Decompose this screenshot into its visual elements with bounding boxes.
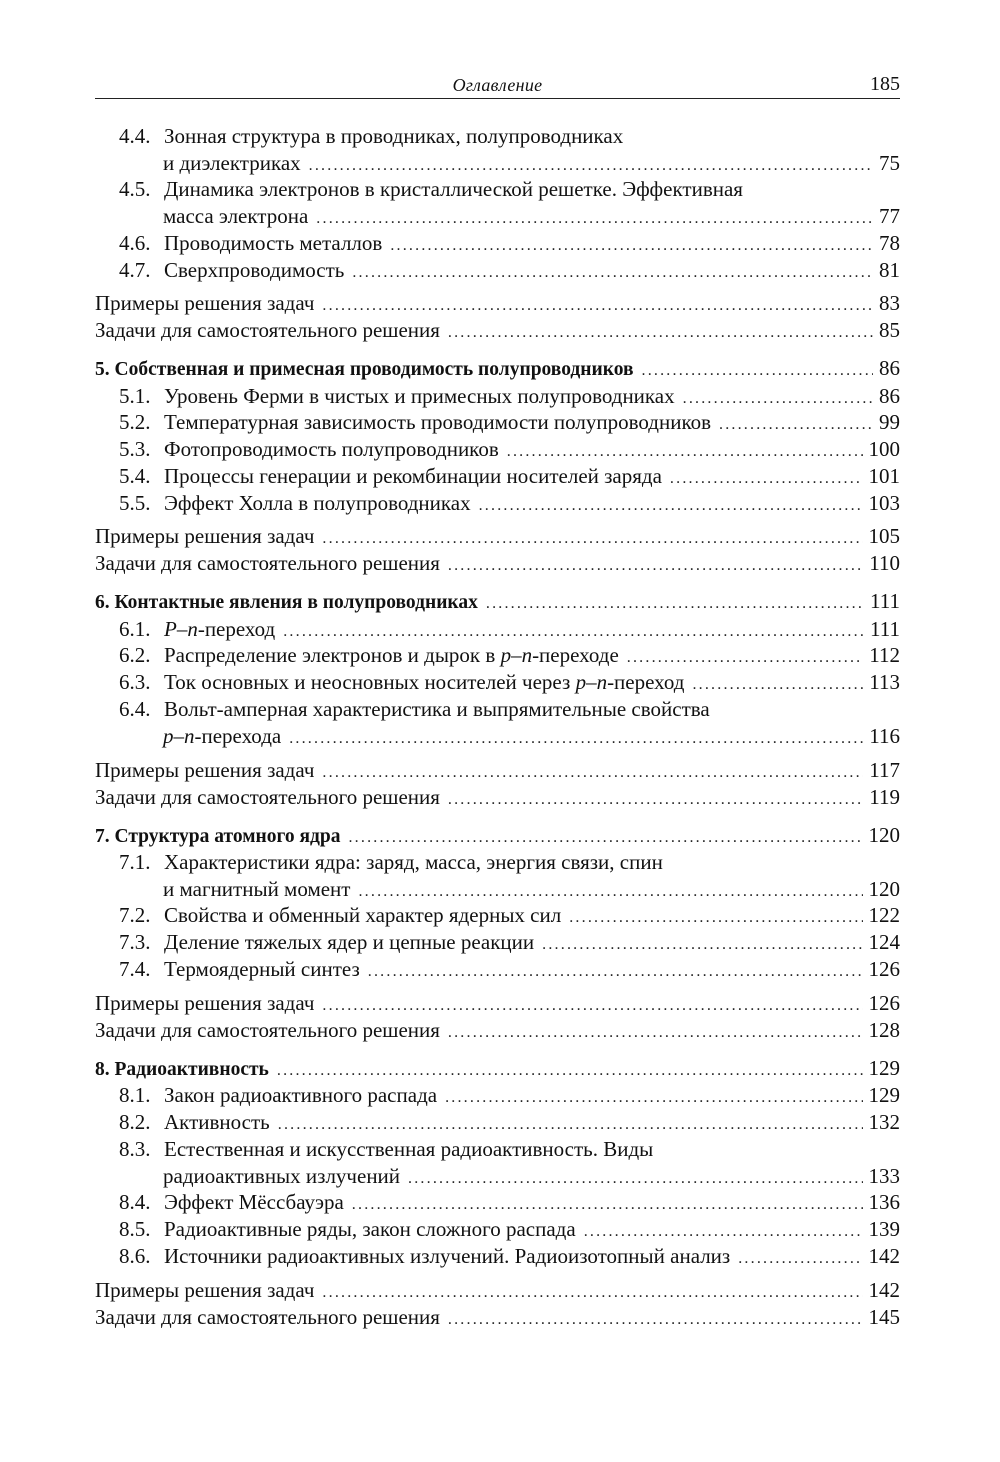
- entry-page-number: 86: [879, 384, 900, 408]
- entry-title: Фотопроводимость полупроводников: [164, 437, 499, 461]
- toc-chapter-row: [95, 354, 900, 382]
- entry-title: Процессы генерации и рекомбинации носителей заряда: [164, 464, 662, 488]
- entry-title: Задачи для самостоятельного решения: [95, 318, 440, 342]
- toc-row: [95, 549, 900, 577]
- entry-page-number: 75: [879, 151, 900, 175]
- entry-page-number: 133: [868, 1164, 900, 1188]
- entry-title: Задачи для самостоятельного решения: [95, 785, 440, 809]
- entry-title: и диэлектриках: [163, 151, 301, 175]
- entry-page-number: 142: [868, 1278, 900, 1302]
- entry-title: и магнитный момент: [163, 877, 351, 901]
- entry-title: Свойства и обменный характер ядерных сил: [164, 903, 562, 927]
- dot-leader: [448, 1019, 863, 1047]
- entry-page-number: 136: [868, 1190, 900, 1214]
- section-number: 8.5.: [119, 1217, 151, 1241]
- entry-page-number: 128: [868, 1018, 900, 1042]
- entry-page-number: 145: [868, 1305, 900, 1329]
- toc-chapter-row: [95, 1054, 900, 1082]
- toc-row: [119, 695, 710, 723]
- toc-row: [163, 202, 900, 230]
- entry-page-number: 129: [868, 1083, 900, 1107]
- entry-page-number: 116: [869, 724, 900, 748]
- dot-leader: [448, 319, 873, 347]
- section-number: 7.3.: [119, 930, 151, 954]
- entry-title: Распределение электронов и дырок в p–n-переходе: [164, 643, 619, 667]
- section-number: 6.2.: [119, 643, 151, 667]
- entry-title: Сверхпроводимость: [164, 258, 345, 282]
- entry-title: Источники радиоактивных излучений. Радиоизотопный анализ: [164, 1244, 731, 1268]
- toc-row: [119, 435, 900, 463]
- toc-row: [95, 783, 900, 811]
- entry-title: 7. Структура атомного ядра: [95, 826, 341, 847]
- entry-page-number: 99: [879, 410, 900, 434]
- entry-page-number: 77: [879, 204, 900, 228]
- section-number: 4.5.: [119, 177, 151, 201]
- entry-page-number: 100: [868, 437, 900, 461]
- entry-title: Примеры решения задач: [95, 758, 315, 782]
- toc-row: [119, 462, 900, 490]
- entry-title: масса электрона: [163, 204, 309, 228]
- section-number: 8.4.: [119, 1190, 151, 1214]
- section-number: 7.4.: [119, 957, 151, 981]
- entry-title: радиоактивных излучений: [163, 1164, 401, 1188]
- toc-row: [95, 289, 900, 317]
- entry-title: Задачи для самостоятельного решения: [95, 551, 440, 575]
- toc-row: [119, 256, 900, 284]
- section-number: 8.6.: [119, 1244, 151, 1268]
- toc-row: [119, 175, 743, 203]
- section-number: 5.2.: [119, 410, 151, 434]
- entry-title: Примеры решения задач: [95, 991, 315, 1015]
- entry-title: Уровень Ферми в чистых и примесных полупроводниках: [164, 384, 675, 408]
- toc-row: [119, 955, 900, 983]
- section-number: 5.4.: [119, 464, 151, 488]
- entry-title: Проводимость металлов: [164, 231, 383, 255]
- dot-leader: [448, 1306, 863, 1334]
- entry-page-number: 142: [868, 1244, 900, 1268]
- entry-page-number: 105: [868, 524, 900, 548]
- toc-row: [119, 1242, 900, 1270]
- entry-page-number: 111: [870, 589, 900, 613]
- entry-title: Примеры решения задач: [95, 291, 315, 315]
- entry-page-number: 81: [879, 258, 900, 282]
- toc-row: [119, 489, 900, 517]
- toc-row: [119, 408, 900, 436]
- toc-row: [119, 668, 900, 696]
- dot-leader: [642, 357, 874, 385]
- toc-row: [119, 122, 623, 150]
- toc-row: [163, 875, 900, 903]
- section-number: 4.7.: [119, 258, 151, 282]
- toc-row: [95, 522, 900, 550]
- entry-title: Вольт-амперная характеристика и выпрямительные свойства: [164, 697, 710, 721]
- entry-page-number: 120: [868, 877, 900, 901]
- entry-title: Примеры решения задач: [95, 1278, 315, 1302]
- dot-leader: [448, 552, 863, 580]
- section-number: 6.3.: [119, 670, 151, 694]
- toc-row: [95, 1303, 900, 1331]
- entry-page-number: 83: [879, 291, 900, 315]
- entry-title: Деление тяжелых ядер и цепные реакции: [164, 930, 535, 954]
- entry-title: Динамика электронов в кристаллической решетке. Эффективная: [164, 177, 743, 201]
- dot-leader: [352, 259, 873, 287]
- entry-page-number: 129: [868, 1056, 900, 1080]
- toc-row: [119, 615, 900, 643]
- section-number: 5.3.: [119, 437, 151, 461]
- entry-title: Естественная и искусственная радиоактивность. Виды: [164, 1137, 654, 1161]
- toc-row: [119, 1188, 900, 1216]
- toc-row: [119, 901, 900, 929]
- toc-row: [95, 756, 900, 784]
- entry-title: Эффект Холла в полупроводниках: [164, 491, 471, 515]
- running-title: Оглавление: [452, 75, 543, 95]
- entry-page-number: 86: [879, 356, 900, 380]
- section-number: 5.1.: [119, 384, 151, 408]
- entry-title: Закон радиоактивного распада: [164, 1083, 438, 1107]
- entry-title: 8. Радиоактивность: [95, 1059, 269, 1080]
- entry-title: Температурная зависимость проводимости полупроводников: [164, 410, 711, 434]
- entry-page-number: 124: [868, 930, 900, 954]
- toc-row: [119, 928, 900, 956]
- section-number: 5.5.: [119, 491, 151, 515]
- dot-leader: [479, 492, 863, 520]
- section-number: 4.4.: [119, 124, 151, 148]
- entry-page-number: 120: [868, 823, 900, 847]
- toc-row: [119, 382, 900, 410]
- entry-title: Радиоактивные ряды, закон сложного распада: [164, 1217, 576, 1241]
- entry-title: Активность: [164, 1110, 270, 1134]
- entry-page-number: 111: [870, 617, 900, 641]
- section-number: 8.2.: [119, 1110, 151, 1134]
- entry-title: Задачи для самостоятельного решения: [95, 1018, 440, 1042]
- entry-title: Примеры решения задач: [95, 524, 315, 548]
- entry-page-number: 110: [869, 551, 900, 575]
- entry-page-number: 126: [868, 957, 900, 981]
- entry-title: Зонная структура в проводниках, полупроводниках: [164, 124, 624, 148]
- entry-title: Ток основных и неосновных носителей через p–n-переход: [164, 670, 685, 694]
- toc-row: [163, 722, 900, 750]
- dot-leader: [486, 590, 864, 618]
- entry-title: Термоядерный синтез: [164, 957, 360, 981]
- entry-title: Характеристики ядра: заряд, масса, энергия связи, спин: [164, 850, 663, 874]
- section-number: 7.2.: [119, 903, 151, 927]
- entry-title: p–n-перехода: [163, 724, 282, 748]
- entry-title: Задачи для самостоятельного решения: [95, 1305, 440, 1329]
- entry-page-number: 122: [868, 903, 900, 927]
- dot-leader: [368, 958, 863, 986]
- section-number: 4.6.: [119, 231, 151, 255]
- toc-row: [95, 1276, 900, 1304]
- entry-page-number: 119: [869, 785, 900, 809]
- toc-row: [95, 316, 900, 344]
- dot-leader: [738, 1245, 862, 1273]
- toc-row: [95, 989, 900, 1017]
- entry-title: Эффект Мёссбауэра: [164, 1190, 344, 1214]
- entry-page-number: 103: [868, 491, 900, 515]
- entry-page-number: 85: [879, 318, 900, 342]
- entry-page-number: 101: [868, 464, 900, 488]
- section-number: 6.4.: [119, 697, 151, 721]
- toc-row: [119, 1108, 900, 1136]
- toc-chapter-row: [95, 821, 900, 849]
- entry-title: 6. Контактные явления в полупроводниках: [95, 592, 478, 613]
- entry-page-number: 113: [869, 670, 900, 694]
- entry-page-number: 112: [869, 643, 900, 667]
- toc-row: [163, 1162, 900, 1190]
- entry-page-number: 126: [868, 991, 900, 1015]
- section-number: 7.1.: [119, 850, 151, 874]
- toc-row: [119, 229, 900, 257]
- toc-row: [119, 1135, 653, 1163]
- toc-chapter-row: [95, 587, 900, 615]
- section-number: 8.3.: [119, 1137, 151, 1161]
- section-number: 8.1.: [119, 1083, 151, 1107]
- entry-title: P–n-переход: [164, 617, 276, 641]
- dot-leader: [289, 725, 863, 753]
- toc-row: [119, 848, 663, 876]
- entry-page-number: 78: [879, 231, 900, 255]
- toc-row: [95, 1016, 900, 1044]
- toc-row: [119, 1081, 900, 1109]
- section-number: 6.1.: [119, 617, 151, 641]
- toc-row: [119, 1215, 900, 1243]
- entry-page-number: 117: [869, 758, 900, 782]
- entry-page-number: 139: [868, 1217, 900, 1241]
- toc-row: [163, 149, 900, 177]
- dot-leader: [692, 671, 863, 699]
- entry-title: 5. Собственная и примесная проводимость полупроводников: [95, 359, 634, 380]
- entry-page-number: 132: [868, 1110, 900, 1134]
- toc-row: [119, 641, 900, 669]
- page-number: 185: [870, 73, 900, 95]
- dot-leader: [448, 786, 863, 814]
